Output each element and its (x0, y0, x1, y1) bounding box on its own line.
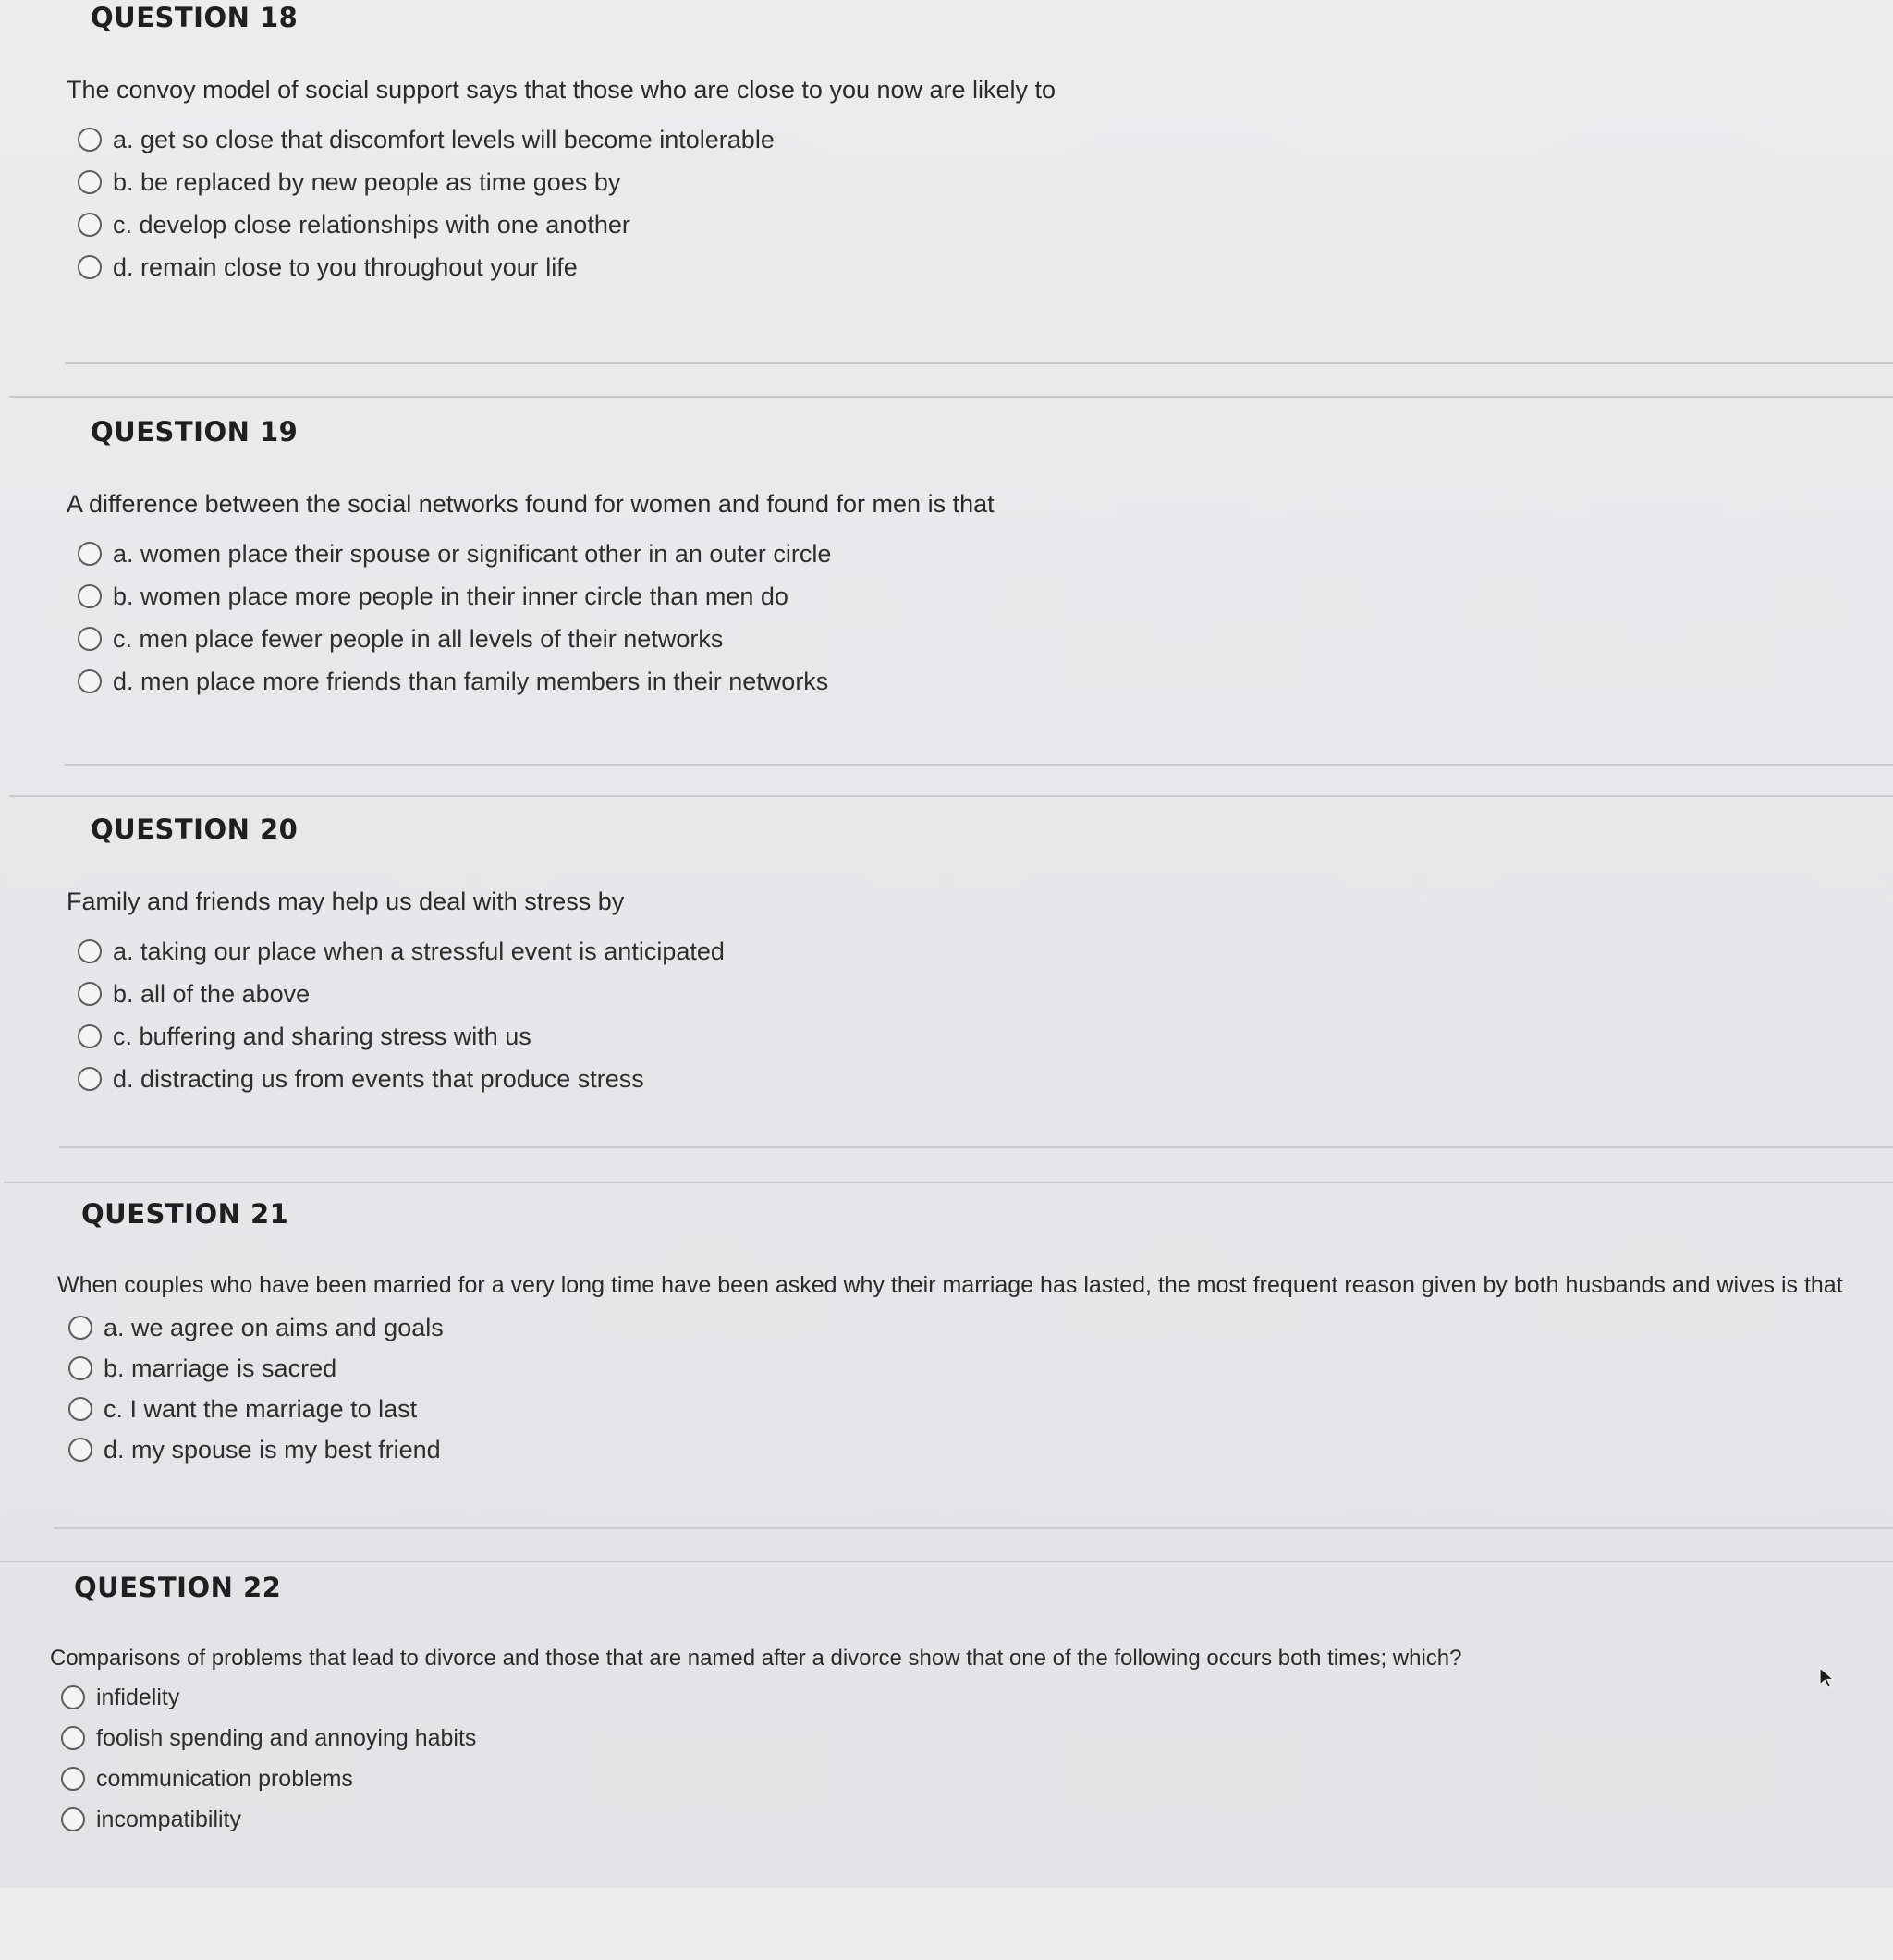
radio-button-icon[interactable] (78, 627, 102, 651)
answer-choice-incompatibility[interactable] (61, 1799, 476, 1840)
divider (9, 795, 1893, 797)
radio-button-icon[interactable] (78, 669, 102, 693)
radio-button-icon[interactable] (78, 1024, 102, 1048)
question-heading: QUESTION 19 (91, 416, 299, 447)
question-heading: QUESTION 21 (81, 1198, 289, 1230)
radio-button-icon[interactable] (78, 213, 102, 237)
divider (9, 396, 1893, 398)
answer-label: a. women place their spouse or significant other in an outer circle (113, 539, 832, 568)
answer-choices (61, 1677, 476, 1840)
answer-choice-b[interactable] (78, 973, 725, 1015)
radio-button-icon[interactable] (61, 1726, 85, 1750)
radio-button-icon[interactable] (61, 1807, 85, 1831)
answer-label: a. taking our place when a stressful event is anticipated (113, 937, 725, 965)
radio-button-icon[interactable] (78, 939, 102, 963)
answer-label: b. all of the above (113, 979, 311, 1008)
answer-choice-infidelity[interactable] (61, 1677, 476, 1718)
radio-button-icon[interactable] (78, 170, 102, 194)
question-18 (0, 2, 1893, 390)
answer-label: c. I want the marriage to last (104, 1394, 418, 1423)
answer-choices (78, 533, 831, 703)
mouse-pointer-icon (1816, 1666, 1837, 1690)
answer-choice-d[interactable] (78, 660, 831, 703)
question-text: A difference between the social networks found for women and found for men is that (67, 490, 995, 518)
question-heading: QUESTION 22 (74, 1572, 282, 1603)
question-text: Comparisons of problems that lead to divorce and those that are named after a divorce show that one of the following occurs both times; which? (50, 1646, 1462, 1671)
answer-choice-c[interactable] (68, 1389, 444, 1429)
question-text: Family and friends may help us deal with stress by (67, 888, 625, 915)
answer-label: c. develop close relationships with one another (113, 210, 630, 239)
divider (65, 764, 1893, 766)
answer-label: b. be replaced by new people as time goes by (113, 167, 621, 196)
radio-button-icon[interactable] (61, 1767, 85, 1791)
answer-choice-b[interactable] (68, 1348, 444, 1389)
divider (4, 1182, 1893, 1183)
divider (0, 1561, 1893, 1562)
radio-button-icon[interactable] (68, 1438, 92, 1462)
question-heading: QUESTION 18 (91, 2, 299, 33)
question-19 (0, 416, 1893, 804)
radio-button-icon[interactable] (61, 1685, 85, 1709)
radio-button-icon[interactable] (78, 584, 102, 608)
answer-label: communication problems (96, 1765, 353, 1792)
answer-label: c. men place fewer people in all levels of their networks (113, 624, 724, 653)
radio-button-icon[interactable] (68, 1397, 92, 1421)
question-heading: QUESTION 20 (91, 814, 299, 845)
divider (65, 362, 1893, 364)
question-22 (0, 1572, 1893, 1960)
question-text: When couples who have been married for a very long time have been asked why their marriage has lasted, the most frequent reason given by both husbands and wives is that (57, 1272, 1843, 1298)
radio-button-icon[interactable] (78, 255, 102, 279)
answer-label: d. my spouse is my best friend (104, 1435, 441, 1464)
answer-choice-a[interactable] (78, 533, 831, 575)
answer-label: infidelity (96, 1684, 180, 1710)
answer-choice-c[interactable] (78, 203, 775, 246)
answer-label: b. marriage is sacred (104, 1354, 337, 1382)
question-20 (0, 814, 1893, 1202)
answer-choice-foolish-spending[interactable] (61, 1718, 476, 1758)
answer-choice-a[interactable] (68, 1307, 444, 1348)
radio-button-icon[interactable] (68, 1316, 92, 1340)
answer-label: a. we agree on aims and goals (104, 1313, 444, 1341)
answer-label: a. get so close that discomfort levels will become intolerable (113, 125, 775, 153)
answer-choices (68, 1307, 444, 1470)
answer-choice-b[interactable] (78, 161, 775, 203)
radio-button-icon[interactable] (78, 128, 102, 152)
answer-label: d. distracting us from events that produce stress (113, 1064, 644, 1093)
answer-choice-d[interactable] (68, 1429, 444, 1470)
divider (59, 1146, 1893, 1148)
answer-choices (78, 930, 725, 1100)
answer-label: foolish spending and annoying habits (96, 1724, 477, 1751)
answer-label: b. women place more people in their inner circle than men do (113, 582, 788, 610)
question-text: The convoy model of social support says that those who are close to you now are likely to (67, 76, 1056, 104)
radio-button-icon[interactable] (78, 1067, 102, 1091)
answer-choice-communication-problems[interactable] (61, 1758, 476, 1799)
divider (54, 1527, 1893, 1529)
answer-label: c. buffering and sharing stress with us (113, 1022, 531, 1050)
answer-choice-a[interactable] (78, 930, 725, 973)
radio-button-icon[interactable] (78, 542, 102, 566)
answer-choice-b[interactable] (78, 575, 831, 618)
answer-choices (78, 118, 775, 288)
answer-label: d. men place more friends than family members in their networks (113, 667, 829, 695)
answer-label: d. remain close to you throughout your life (113, 252, 578, 281)
answer-choice-a[interactable] (78, 118, 775, 161)
answer-choice-d[interactable] (78, 246, 775, 288)
answer-choice-d[interactable] (78, 1058, 725, 1100)
answer-choice-c[interactable] (78, 618, 831, 660)
radio-button-icon[interactable] (78, 982, 102, 1006)
radio-button-icon[interactable] (68, 1356, 92, 1380)
answer-choice-c[interactable] (78, 1015, 725, 1058)
answer-label: incompatibility (96, 1806, 242, 1832)
